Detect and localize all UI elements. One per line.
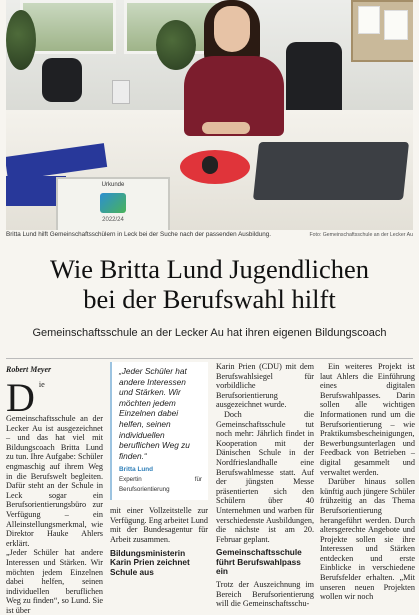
- headline-line-2: bei der Berufswahl hilft: [83, 284, 336, 314]
- dropcap: D: [6, 375, 35, 420]
- certificate-year: 2022/24: [102, 217, 124, 223]
- plant: [156, 20, 196, 70]
- article-column-2: [110, 362, 208, 580]
- section-subheading: Gemeinschaftsschule führt Berufswahlpass ein: [216, 547, 302, 577]
- chair: [42, 58, 82, 102]
- certificate-frame: [56, 177, 170, 230]
- paragraph: Darüber hinaus sollen künftig auch jüngere Schüler frühzeitig an das Thema Berufsorientierung herangeführt werden. Durch altersgerechte Angebote und Projekte sollen sie ihre Interessen und Stärken entdecken und erste Einblicke in verschiedene Berufsfelder erhalten. „Mit unseren neuen Projekten wollen wir noch: [320, 477, 415, 602]
- photo-credit: Foto: Gemeinschaftsschule an der Lecker Au: [309, 232, 413, 238]
- article-photo: [6, 0, 413, 230]
- subheadline: Gemeinschaftsschule an der Lecker Au hat ihren eigenen Bildungscoach: [32, 327, 387, 339]
- article-column-3: [216, 362, 314, 609]
- paragraph: Karin Prien (CDU) mit dem Berufswahlsiegel für vorbildliche Berufsorientierung ausgezeichnet wurde.: [216, 362, 314, 410]
- paragraph: mit einer Vollzeitstelle zur Verfügung. Eng arbeitet Lund mit der Bundesagentur für Arbeit zusammen.: [110, 506, 208, 544]
- plant: [6, 10, 36, 70]
- photo-caption: Britta Lund hilft Gemeinschaftsschülern in Leck bei der Suche nach der passenden Ausbildung.: [6, 231, 271, 238]
- pull-quote: [110, 362, 208, 500]
- article-column-4: [320, 362, 415, 602]
- person-hands: [202, 122, 250, 134]
- section-subheading: Bildungsministerin Karin Prien zeichnet Schule aus: [110, 547, 190, 577]
- author-byline: Robert Meyer: [6, 365, 52, 374]
- paragraph: Ein weiteres Projekt ist laut Ahlers die Einführung eines digitalen Berufswahlpasses. Darin sollen alle wichtigen Informationen rund um die Berufsorientierung – wie Praktikumsbescheinigungen, Bewerbungsunterlagen und Feedback von Betrieben – digital gesammelt und verwaltet werden.: [320, 362, 415, 477]
- laptop: [253, 142, 409, 200]
- certificate-logo: [100, 193, 126, 213]
- article-column-1: [6, 375, 103, 615]
- certificate-title: Urkunde: [101, 182, 125, 188]
- paragraph: „Jeder Schüler hat andere Interessen und Stärken. Wir möchten jedem Einzelnen dabei helfen, seinen individuellen beruflichen Weg zu finden“, so Lund. Sie ist über: [6, 548, 103, 615]
- pull-quote-name: Britta Lund: [119, 466, 154, 474]
- pen-cup: [112, 80, 130, 104]
- paragraph: Doch die Gemeinschaftsschule tut noch mehr: Jährlich findet in Kooperation mit der Dänischen Schule in der Nordfrieslandhalle eine Berufswahlmesse statt. Auf der jüngsten Messe präsentierten sich den Schülern über 40 Unternehmen und warben für verschiedenste Ausbildungen, die nächste ist am 20. Februar geplant.: [216, 409, 314, 544]
- paragraph: ie Gemeinschaftsschule an der Lecker Au ist ausgezeichnet – und das hat viel mit Bildungscoach Britta Lund zu tun. Ihre Aufgabe: Schüler engmaschig auf ihrem Weg in die Berufswelt begleiten. Dafür steht an der Schule in Leck sogar ein Berufsorientierungsbüro zur Verfügung – ein Alleinstellungsmerkmal, wie Direktor Hauke Ahlers erklärt.: [6, 380, 103, 548]
- paragraph: Trotz der Auszeichnung im Bereich Berufsorientierung will die Gemeinschaftsschu-: [216, 580, 314, 609]
- pinned-paper: [358, 6, 380, 34]
- person-face: [214, 6, 250, 52]
- computer-mouse: [202, 156, 218, 174]
- pinned-paper: [384, 10, 408, 40]
- pull-quote-role: Expertin für Berufsorientierung: [119, 475, 202, 493]
- headline-line-1: Wie Britta Lund Jugendlichen: [49, 254, 370, 284]
- divider: [6, 358, 413, 359]
- pull-quote-text: „Jeder Schüler hat andere Interessen und Stärken. Wir möchten jedem Einzelnen dabei helfen, seinen individuellen beruflichen Weg zu finden.“: [119, 366, 190, 461]
